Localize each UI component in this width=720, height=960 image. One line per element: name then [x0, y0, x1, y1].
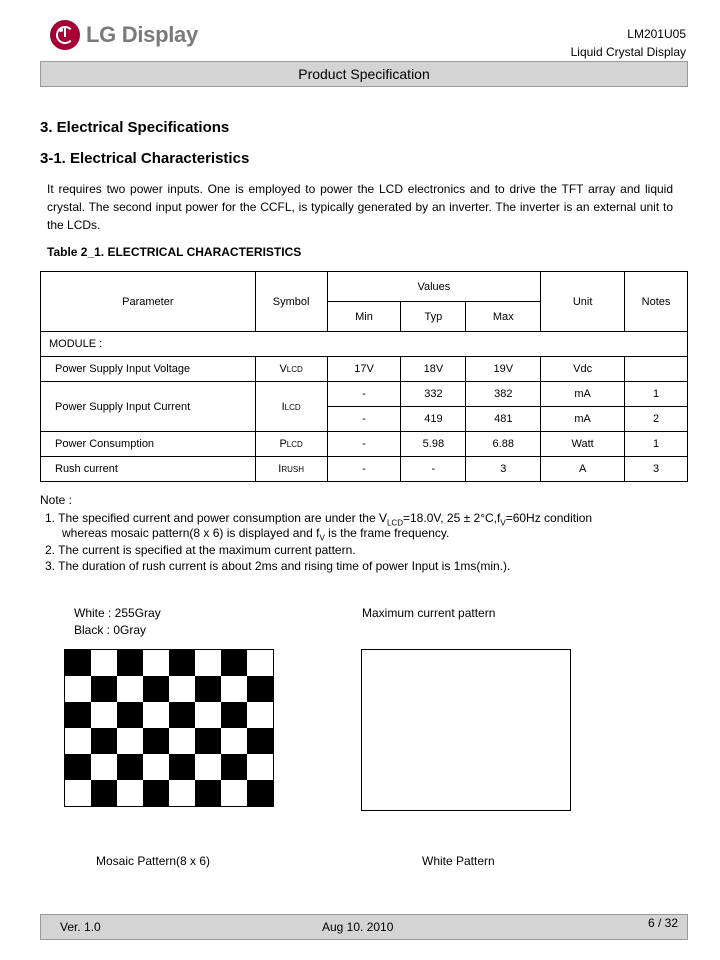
mosaic-white-cell	[65, 676, 91, 702]
mosaic-white-cell	[195, 754, 221, 780]
mosaic-black-cell	[169, 650, 195, 676]
mosaic-white-cell	[247, 754, 273, 780]
mosaic-black-cell	[91, 728, 117, 754]
header-max: Max	[466, 302, 541, 332]
table-row	[41, 457, 688, 482]
mosaic-white-cell	[65, 780, 91, 806]
row-typ: 5.98	[401, 432, 466, 457]
header-parameter: Parameter	[41, 272, 256, 332]
row-typ: 419	[401, 407, 466, 432]
section-title: 3. Electrical Specifications	[40, 119, 230, 136]
mosaic-white-cell	[143, 650, 169, 676]
row-symbol: VLCD	[255, 357, 327, 382]
max-current-pattern-label: Maximum current pattern	[362, 606, 496, 620]
header-symbol: Symbol	[255, 272, 327, 332]
note-1: 1. The specified current and power consumption are under the $V_{LCD}=18.0V$, $25 \pm 2^\circ C,f_V=60Hz$ condition	[45, 511, 593, 528]
mosaic-black-cell	[221, 754, 247, 780]
row-notes: 1	[625, 432, 688, 457]
row-max: 3	[466, 457, 541, 482]
row-parameter: Power Supply Input Current	[41, 382, 256, 432]
header-band	[40, 61, 688, 87]
mosaic-white-cell	[247, 650, 273, 676]
mosaic-white-cell	[221, 676, 247, 702]
white-gray-label: White : 255Gray	[74, 606, 161, 620]
note-3: 3. The duration of rush current is about 2ms and rising time of power Input is 1ms(min.).	[45, 559, 511, 573]
module-row	[41, 332, 688, 357]
mosaic-black-cell	[195, 780, 221, 806]
row-symbol: PLCD	[255, 432, 327, 457]
mosaic-white-cell	[65, 728, 91, 754]
mosaic-white-cell	[247, 702, 273, 728]
mosaic-pattern-caption: Mosaic Pattern(8 x 6)	[96, 854, 211, 868]
row-unit: A	[541, 457, 625, 482]
black-gray-label: Black : 0Gray	[74, 623, 147, 637]
mosaic-black-cell	[91, 676, 117, 702]
mosaic-white-cell	[117, 676, 143, 702]
document-type: Liquid Crystal Display	[570, 45, 686, 59]
mosaic-white-cell	[221, 728, 247, 754]
mosaic-black-cell	[169, 754, 195, 780]
mosaic-black-cell	[143, 728, 169, 754]
mosaic-black-cell	[65, 754, 91, 780]
row-max: 481	[466, 407, 541, 432]
header-values: Values	[327, 272, 541, 302]
mosaic-black-cell	[117, 702, 143, 728]
row-max: 19V	[466, 357, 541, 382]
subsection-title: 3-1. Electrical Characteristics	[40, 150, 250, 167]
mosaic-white-cell	[169, 676, 195, 702]
mosaic-black-cell	[143, 676, 169, 702]
lg-display-logo	[50, 20, 198, 50]
row-min: -	[327, 407, 401, 432]
notes-title: Note :	[40, 493, 73, 507]
row-unit: Watt	[541, 432, 625, 457]
mosaic-black-cell	[143, 780, 169, 806]
mosaic-black-cell	[221, 650, 247, 676]
row-min: -	[327, 457, 401, 482]
row-notes: 1	[625, 382, 688, 407]
intro-paragraph: It requires two power inputs. One is employed to power the LCD electronics and to drive the TFT array and liquid crystal. The second input power for the CCFL, is typically generated by an inverter. The inverter is an external unit to the LCDs.	[47, 182, 673, 232]
mosaic-white-cell	[169, 728, 195, 754]
mosaic-white-cell	[169, 780, 195, 806]
row-symbol: ILCD	[255, 382, 327, 432]
row-notes	[625, 357, 688, 382]
mosaic-black-cell	[169, 702, 195, 728]
row-min: -	[327, 382, 401, 407]
mosaic-black-cell	[65, 702, 91, 728]
mosaic-black-cell	[117, 650, 143, 676]
logo-text: LG Display	[86, 22, 198, 47]
footer-page-number: 6 / 32	[648, 916, 679, 930]
row-unit: mA	[541, 382, 625, 407]
mosaic-checkerboard	[65, 650, 273, 806]
mosaic-black-cell	[91, 780, 117, 806]
band-title: Product Specification	[298, 66, 430, 82]
mosaic-white-cell	[91, 702, 117, 728]
row-notes: 2	[625, 407, 688, 432]
white-pattern-figure	[361, 649, 571, 811]
table-row	[41, 382, 688, 407]
mosaic-white-cell	[91, 754, 117, 780]
row-min: -	[327, 432, 401, 457]
mosaic-white-cell	[91, 650, 117, 676]
row-max: 382	[466, 382, 541, 407]
header-typ: Typ	[401, 302, 466, 332]
footer-date: Aug 10. 2010	[322, 920, 394, 934]
note-1-continued: whereas mosaic pattern(8 x 6) is displayed and $f_V$ is the frame frequency.	[62, 526, 450, 543]
mosaic-black-cell	[117, 754, 143, 780]
mosaic-white-cell	[117, 780, 143, 806]
mosaic-white-cell	[143, 754, 169, 780]
mosaic-black-cell	[247, 676, 273, 702]
mosaic-white-cell	[195, 702, 221, 728]
row-notes: 3	[625, 457, 688, 482]
footer-version: Ver. 1.0	[60, 920, 101, 934]
row-parameter: Rush current	[41, 457, 256, 482]
mosaic-pattern-figure	[64, 649, 274, 807]
row-typ: -	[401, 457, 466, 482]
header-min: Min	[327, 302, 401, 332]
row-symbol: IRUSH	[255, 457, 327, 482]
row-typ: 332	[401, 382, 466, 407]
model-number: LM201U05	[627, 27, 686, 41]
mosaic-black-cell	[247, 728, 273, 754]
row-parameter: Power Supply Input Voltage	[41, 357, 256, 382]
mosaic-white-cell	[143, 702, 169, 728]
table-header-row	[41, 272, 688, 302]
white-pattern-caption: White Pattern	[422, 854, 495, 868]
mosaic-black-cell	[247, 780, 273, 806]
module-label: MODULE :	[41, 332, 688, 357]
lg-logo-icon	[50, 20, 80, 50]
mosaic-black-cell	[65, 650, 91, 676]
row-unit: mA	[541, 407, 625, 432]
mosaic-black-cell	[195, 728, 221, 754]
row-min: 17V	[327, 357, 401, 382]
table-row	[41, 432, 688, 457]
mosaic-white-cell	[221, 780, 247, 806]
note-2: 2. The current is specified at the maximum current pattern.	[45, 543, 356, 557]
mosaic-white-cell	[117, 728, 143, 754]
mosaic-black-cell	[195, 676, 221, 702]
table-caption: Table 2_1. ELECTRICAL CHARACTERISTICS	[47, 245, 302, 259]
header-unit: Unit	[541, 272, 625, 332]
mosaic-black-cell	[221, 702, 247, 728]
table-row	[41, 357, 688, 382]
row-max: 6.88	[466, 432, 541, 457]
row-typ: 18V	[401, 357, 466, 382]
header-notes: Notes	[625, 272, 688, 332]
row-parameter: Power Consumption	[41, 432, 256, 457]
mosaic-white-cell	[195, 650, 221, 676]
row-unit: Vdc	[541, 357, 625, 382]
electrical-characteristics-table	[40, 271, 688, 482]
